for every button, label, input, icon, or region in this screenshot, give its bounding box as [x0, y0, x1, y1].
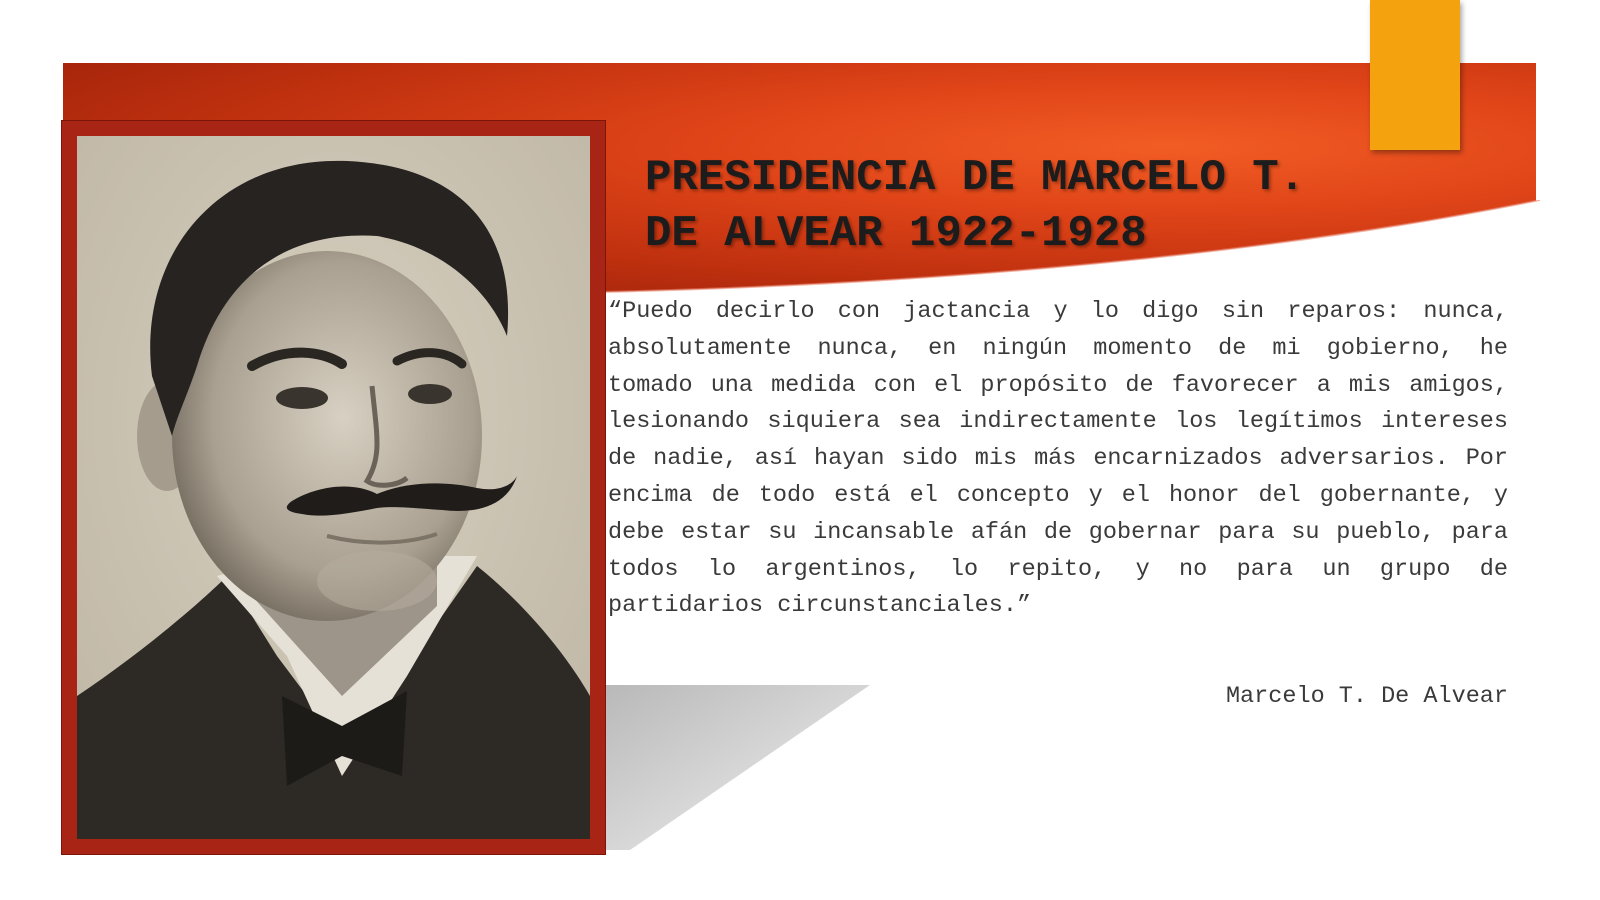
- quote-author: Marcelo T. De Alvear: [1225, 683, 1508, 710]
- portrait-illustration: [77, 136, 590, 839]
- photo-shadow: [600, 685, 870, 850]
- slide-title: PRESIDENCIA DE MARCELO T. DE ALVEAR 1922-1928: [645, 153, 1306, 259]
- portrait-frame: [61, 120, 606, 855]
- accent-tab: [1370, 0, 1460, 150]
- quote-text: “Puedo decirlo con jactancia y lo digo sin reparos: nunca, absolutamente nunca, en ningún momento de mi gobierno, he tomado una medida con el propósito de favorecer a mis amigos, lesionando siquiera sea indirectamente los legítimos intereses de nadie, así hayan sido mis más encarnizados adversarios. Por encima de todo está el concepto y el honor del gobernante, y debe estar su incansable afán de gobernar para su pueblo, para todos lo argentinos, lo repito, y no para un grupo de partidarios circunstanciales.”: [608, 298, 1508, 620]
- portrait-photo: [77, 136, 590, 839]
